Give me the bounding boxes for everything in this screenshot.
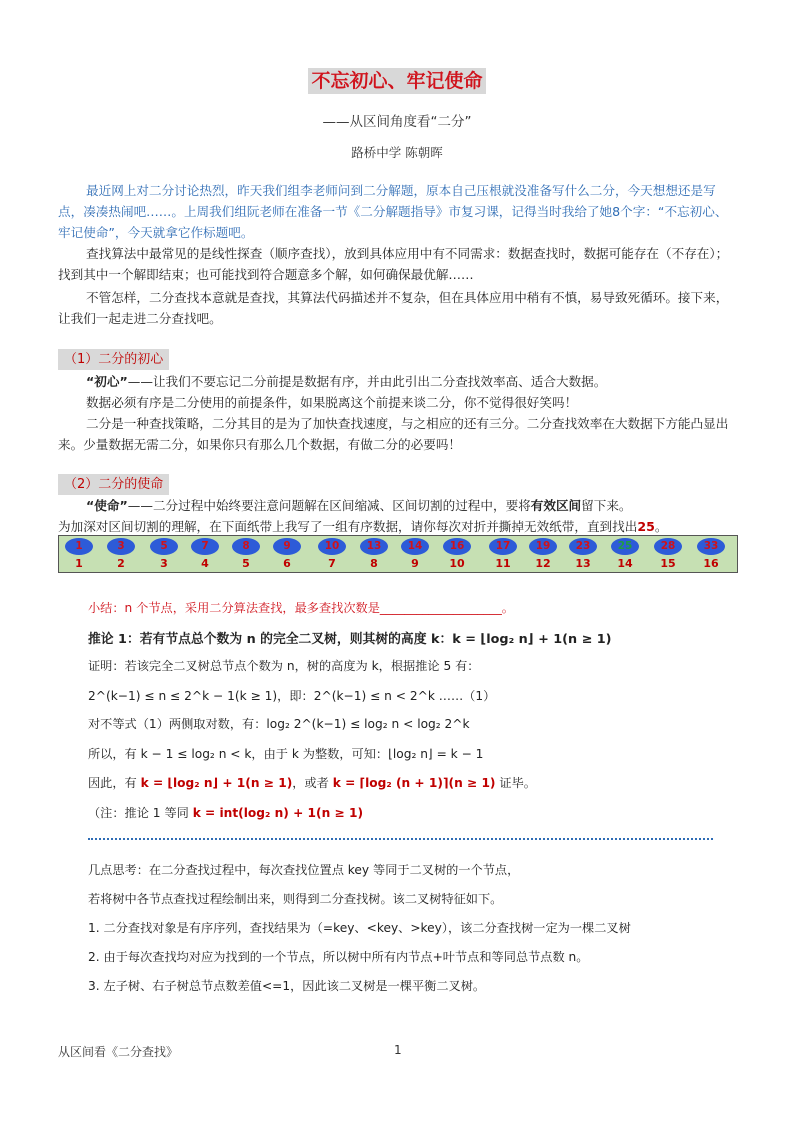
tape-value: 9 [273, 538, 301, 555]
formula-int: k = int(log₂ n) + 1(n ≥ 1) [192, 806, 364, 820]
tape-value: 19 [529, 538, 557, 555]
section2-heading: （2）二分的使命 [58, 474, 169, 495]
thinking-line-1: 几点思考：在二分查找过程中，每次查找位置点 key 等同于二叉树的一个节点， [88, 863, 520, 877]
section2-p1-end: 留下来。 [581, 498, 632, 513]
tape-index: 10 [449, 557, 465, 570]
page-title-block [0, 66, 794, 93]
tape-index: 9 [411, 557, 419, 570]
section1-term: “初心” [86, 374, 128, 389]
note-line [88, 804, 363, 821]
tape-cell [185, 536, 225, 572]
section1-paragraph-3: 二分是一种查找策略，二分其目的是为了加快查找速度，与之相应的还有三分。二分查找效率在大数据下方能凸显出来。少量数据无需二分，如果你只有那么几个数据，有做二分的必要吗！ [58, 416, 729, 452]
thinking-item-1: 1. 二分查找对象是有序序列，查找结果为（=key、<key、>key），该二分查找树一定为一棵二叉树 [88, 921, 631, 935]
thinking-item-2: 2. 由于每次查找均对应为找到的一个节点，所以树中所有内节点+叶节点和等同总节点数 n。 [88, 950, 589, 964]
proof5-text-c: 证毕。 [499, 776, 536, 790]
proof-line-1: 证明：若该完全二叉树总节点个数为 n，树的高度为 k，根据推论 5 有： [88, 659, 480, 673]
tape-cell [354, 536, 394, 572]
note-text: （注：推论 1 等同 [88, 806, 189, 820]
summary-end: 。 [501, 601, 514, 615]
formula-floor: k = ⌊log₂ n⌋ + 1(n ≥ 1) [140, 776, 293, 790]
tape-cell [563, 536, 603, 572]
tape-value: 33 [697, 538, 725, 555]
tape-cell [523, 536, 563, 572]
tape-cell [395, 536, 435, 572]
section2-heading-block [58, 473, 169, 492]
tape-index: 2 [117, 557, 125, 570]
author-line: 路桥中学 陈朝晖 [351, 145, 443, 160]
tape-cell [483, 536, 523, 572]
tape-value: 17 [489, 538, 517, 555]
tape-value: 16 [443, 538, 471, 555]
section2-paragraph-1 [58, 495, 738, 516]
tape-index: 13 [575, 557, 591, 570]
tape-value: 8 [232, 538, 260, 555]
tape-value: 3 [107, 538, 135, 555]
intro-paragraph-3: 不管怎样，二分查找本意就是查找，其算法代码描述并不复杂，但在具体应用中稍有不慎，易导致死循环。接下来，让我们一起走进二分查找吧。 [58, 290, 729, 326]
tape-cell [605, 536, 645, 572]
intro-paragraph-2: 查找算法中最常见的是线性探查（顺序查找），放到具体应用中有不同需求：数据查找时，数据可能存在（不存在）；找到其中一个解即结束；也可能找到符合题意多个解，如何确保最优解…… [58, 246, 729, 282]
tape-index: 8 [370, 557, 378, 570]
theorem-heading: 推论 1：若有节点总个数为 n 的完全二叉树，则其树的高度 k：k = ⌊log₂ n⌋ + 1(n ≥ 1) [88, 632, 612, 647]
tape-index: 3 [160, 557, 168, 570]
tape-index: 15 [660, 557, 676, 570]
target-value: 25 [637, 519, 655, 534]
tape-index: 11 [495, 557, 511, 570]
dotted-divider [88, 838, 713, 840]
section1-p1-text: ——让我们不要忘记二分前提是数据有序，并由此引出二分查找效率高、适合大数据。 [127, 374, 607, 389]
section2-p2-text: 为加深对区间切割的理解，在下面纸带上我写了一组有序数据，请你每次对折并撕掉无效纸带，直到找出 [58, 519, 638, 534]
valid-interval-bold: 有效区间 [530, 498, 582, 513]
proof-line-2: 2^(k−1) ≤ n ≤ 2^k − 1(k ≥ 1)，即：2^(k−1) ≤ n < 2^k ……（1） [88, 689, 496, 703]
intro-paragraph-1: 最近网上对二分讨论热烈，昨天我们组李老师问到二分解题，原本自己压根就没准备写什么二分，今天想想还是写点，凑凑热闹吧……。上周我们组阮老师在准备一节《二分解题指导》市复习课，记得当时我给了她8个字：“不忘初心、牢记使命”，今天就拿它作标题吧。 [58, 183, 728, 240]
section1-paragraph-1 [58, 371, 738, 392]
tape-index: 6 [283, 557, 291, 570]
tape-cell [101, 536, 141, 572]
section2-term: “使命” [86, 498, 128, 513]
section1-paragraph-2: 数据必须有序是二分使用的前提条件，如果脱离这个前提来谈二分，你不觉得很好笑吗！ [86, 395, 578, 410]
tape-value: 28 [654, 538, 682, 555]
proof-line-4: 所以，有 k − 1 ≤ log₂ n < k，由于 k 为整数，可知：⌊log₂ n⌋ = k − 1 [88, 747, 484, 761]
thinking-item-3: 3. 左子树、右子树总节点数差值<=1，因此该二叉树是一棵平衡二叉树。 [88, 979, 486, 993]
tape-value: 23 [569, 538, 597, 555]
tape-cell [59, 536, 99, 572]
tape-cell [312, 536, 352, 572]
tape-index: 12 [535, 557, 551, 570]
tape-index: 1 [75, 557, 83, 570]
tape-index: 16 [703, 557, 719, 570]
tape-cell [691, 536, 731, 572]
section1-heading: （1）二分的初心 [58, 349, 169, 370]
tape-cell [437, 536, 477, 572]
section2-paragraph-2 [58, 516, 738, 537]
tape-cell [267, 536, 307, 572]
section2-p1-text: ——二分过程中始终要注意问题解在区间缩减、区间切割的过程中，要将 [127, 498, 531, 513]
tape-value: 25 [611, 538, 639, 555]
tape-cell [226, 536, 266, 572]
proof-line-5 [88, 774, 536, 791]
tape-value: 10 [318, 538, 346, 555]
summary-blank: ____________________ [379, 601, 502, 615]
tape-cell [648, 536, 688, 572]
summary-text: 小结：n 个节点，采用二分算法查找，最多查找次数是 [88, 601, 380, 615]
section2-p2-end: 。 [654, 519, 668, 534]
tape-value: 14 [401, 538, 429, 555]
tape-value: 1 [65, 538, 93, 555]
tape-value: 5 [150, 538, 178, 555]
tape-cell [144, 536, 184, 572]
tape-index: 7 [328, 557, 336, 570]
summary-line [88, 599, 514, 616]
tape-value: 13 [360, 538, 388, 555]
paper-tape [58, 535, 738, 573]
proof-line-3: 对不等式（1）两侧取对数，有：log₂ 2^(k−1) ≤ log₂ n < log₂ 2^k [88, 717, 470, 731]
tape-value: 7 [191, 538, 219, 555]
footer-title: 从区间看《二分查找》 [58, 1045, 179, 1059]
formula-ceil: k = ⌈log₂ (n + 1)⌉(n ≥ 1) [332, 776, 496, 790]
tape-index: 14 [617, 557, 633, 570]
proof5-text-b: ，或者 [292, 776, 329, 790]
section1-heading-block [58, 348, 169, 367]
proof5-text-a: 因此，有 [88, 776, 137, 790]
page-subtitle: ——从区间角度看“二分” [322, 114, 472, 130]
page-title: 不忘初心、牢记使命 [308, 68, 485, 94]
tape-index: 4 [201, 557, 209, 570]
thinking-line-2: 若将树中各节点查找过程绘制出来，则得到二分查找树。该二叉树特征如下。 [88, 892, 503, 906]
tape-index: 5 [242, 557, 250, 570]
page-number: 1 [394, 1043, 402, 1057]
